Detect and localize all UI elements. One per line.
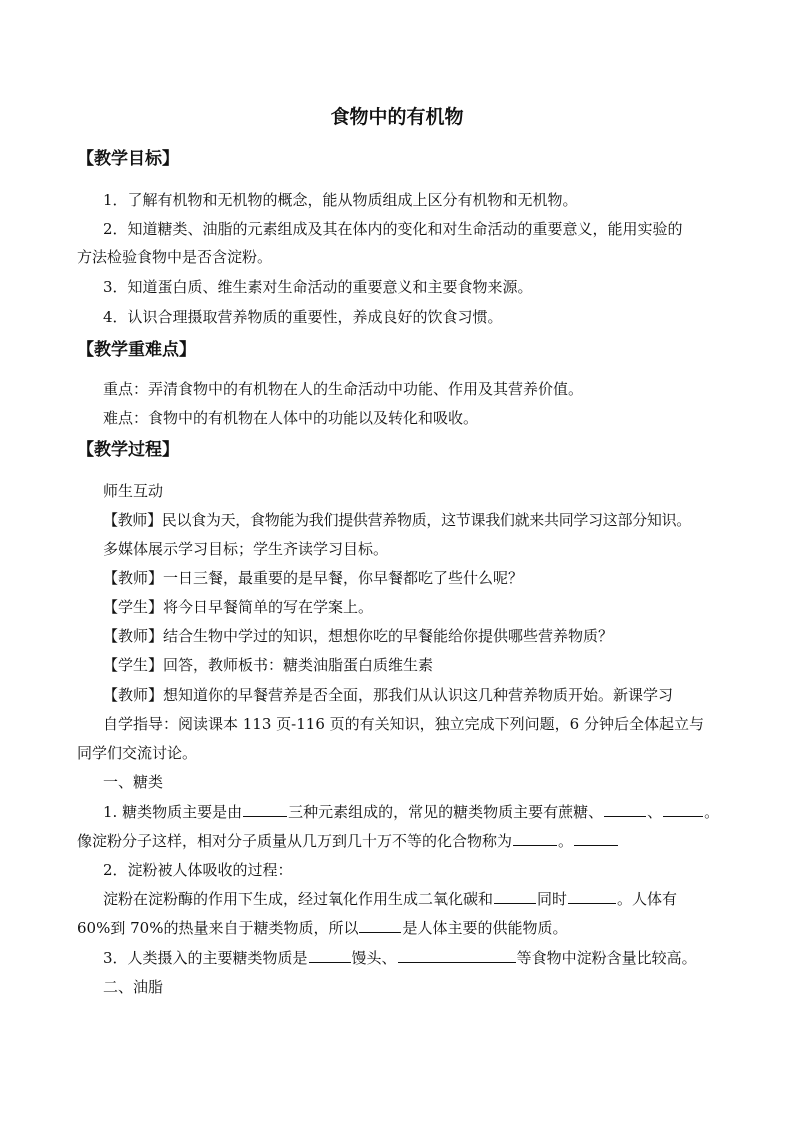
process-line: 师生互动 xyxy=(103,482,164,500)
question-text: 等食物中淀粉含量比较高。 xyxy=(516,949,697,967)
section-heading-process: 【教学过程】 xyxy=(77,440,179,460)
subsection-heading-fats: 二、油脂 xyxy=(103,978,164,996)
question-2: 2．淀粉被人体吸收的过程： xyxy=(103,861,293,879)
question-2-line-1 xyxy=(103,888,738,910)
question-text: 、 xyxy=(647,803,663,821)
process-line: 【教师】想知道你的早餐营养是否全面，那我们从认识这几种营养物质开始。新课学习 xyxy=(103,686,674,704)
answer-blank[interactable] xyxy=(309,947,351,963)
goal-item: 3．知道蛋白质、维生素对生命活动的重要意义和主要食物来源。 xyxy=(103,278,533,296)
answer-blank[interactable] xyxy=(398,947,516,963)
process-line-continuation: 同学们交流讨论。 xyxy=(77,744,198,762)
answer-blank[interactable] xyxy=(513,830,557,846)
question-text: 。 xyxy=(704,803,720,821)
process-line: 【教师】民以食为天，食物能为我们提供营养物质，这节课我们就来共同学习这部分知识。 xyxy=(103,511,692,529)
goal-item: 4．认识合理摄取营养物质的重要性，养成良好的饮食习惯。 xyxy=(103,308,503,326)
process-line: 【教师】结合生物中学过的知识，想想你吃的早餐能给你提供哪些营养物质？ xyxy=(103,627,614,645)
difficult-point: 难点：食物中的有机物在人体中的功能以及转化和吸收。 xyxy=(103,409,479,427)
question-3 xyxy=(103,947,738,969)
document-title: 食物中的有机物 xyxy=(330,106,464,128)
subsection-heading-sugars: 一、糖类 xyxy=(103,773,164,791)
question-text: 3．人类摄入的主要糖类物质是 xyxy=(103,949,308,967)
question-1-line-2 xyxy=(77,830,738,852)
answer-blank[interactable] xyxy=(494,888,536,904)
process-line: 多媒体展示学习目标；学生齐读学习目标。 xyxy=(103,540,389,558)
answer-blank[interactable] xyxy=(243,801,287,817)
question-1-line-1 xyxy=(103,801,738,823)
question-text: 三种元素组成的，常见的糖类物质主要有蔗糖、 xyxy=(288,803,604,821)
process-line: 【学生】回答，教师板书：糖类油脂蛋白质维生素 xyxy=(103,656,434,674)
question-text: 淀粉在淀粉酶的作用下生成，经过氧化作用生成二氧化碳和 xyxy=(103,890,494,908)
question-text: 60%到 70%的热量来自于糖类物质，所以 xyxy=(77,919,359,937)
key-point: 重点：弄清食物中的有机物在人的生命活动中功能、作用及其营养价值。 xyxy=(103,380,584,398)
goal-item: 2．知道糖类、油脂的元素组成及其在体内的变化和对生命活动的重要意义，能用实验的 xyxy=(103,220,683,238)
question-text: 是人体主要的供能物质。 xyxy=(402,919,568,937)
answer-blank[interactable] xyxy=(359,917,401,933)
question-text: 。 xyxy=(558,832,574,850)
question-text: 像淀粉分子这样，相对分子质量从几万到几十万不等的化合物称为 xyxy=(77,832,513,850)
question-text: 同时 xyxy=(537,890,568,908)
goal-item-continuation: 方法检验食物中是否含淀粉。 xyxy=(77,248,273,266)
answer-blank[interactable] xyxy=(604,801,646,817)
process-line: 【教师】一日三餐，最重要的是早餐，你早餐都吃了些什么呢？ xyxy=(103,569,524,587)
question-text: 。人体有 xyxy=(617,890,678,908)
process-line: 【学生】将今日早餐简单的写在学案上。 xyxy=(103,598,374,616)
section-heading-goals: 【教学目标】 xyxy=(77,149,179,169)
process-line: 自学指导：阅读课本 113 页-116 页的有关知识，独立完成下列问题，6 分钟后全体起立与 xyxy=(103,715,704,733)
question-2-line-2 xyxy=(77,917,738,939)
question-text: 1. 糖类物质主要是由 xyxy=(103,803,243,821)
goal-item: 1．了解有机物和无机物的概念，能从物质组成上区分有机物和无机物。 xyxy=(103,191,578,209)
answer-blank[interactable] xyxy=(574,830,618,846)
section-heading-key-points: 【教学重难点】 xyxy=(77,340,196,360)
question-text: 馒头、 xyxy=(351,949,397,967)
answer-blank[interactable] xyxy=(568,888,616,904)
answer-blank[interactable] xyxy=(663,801,703,817)
